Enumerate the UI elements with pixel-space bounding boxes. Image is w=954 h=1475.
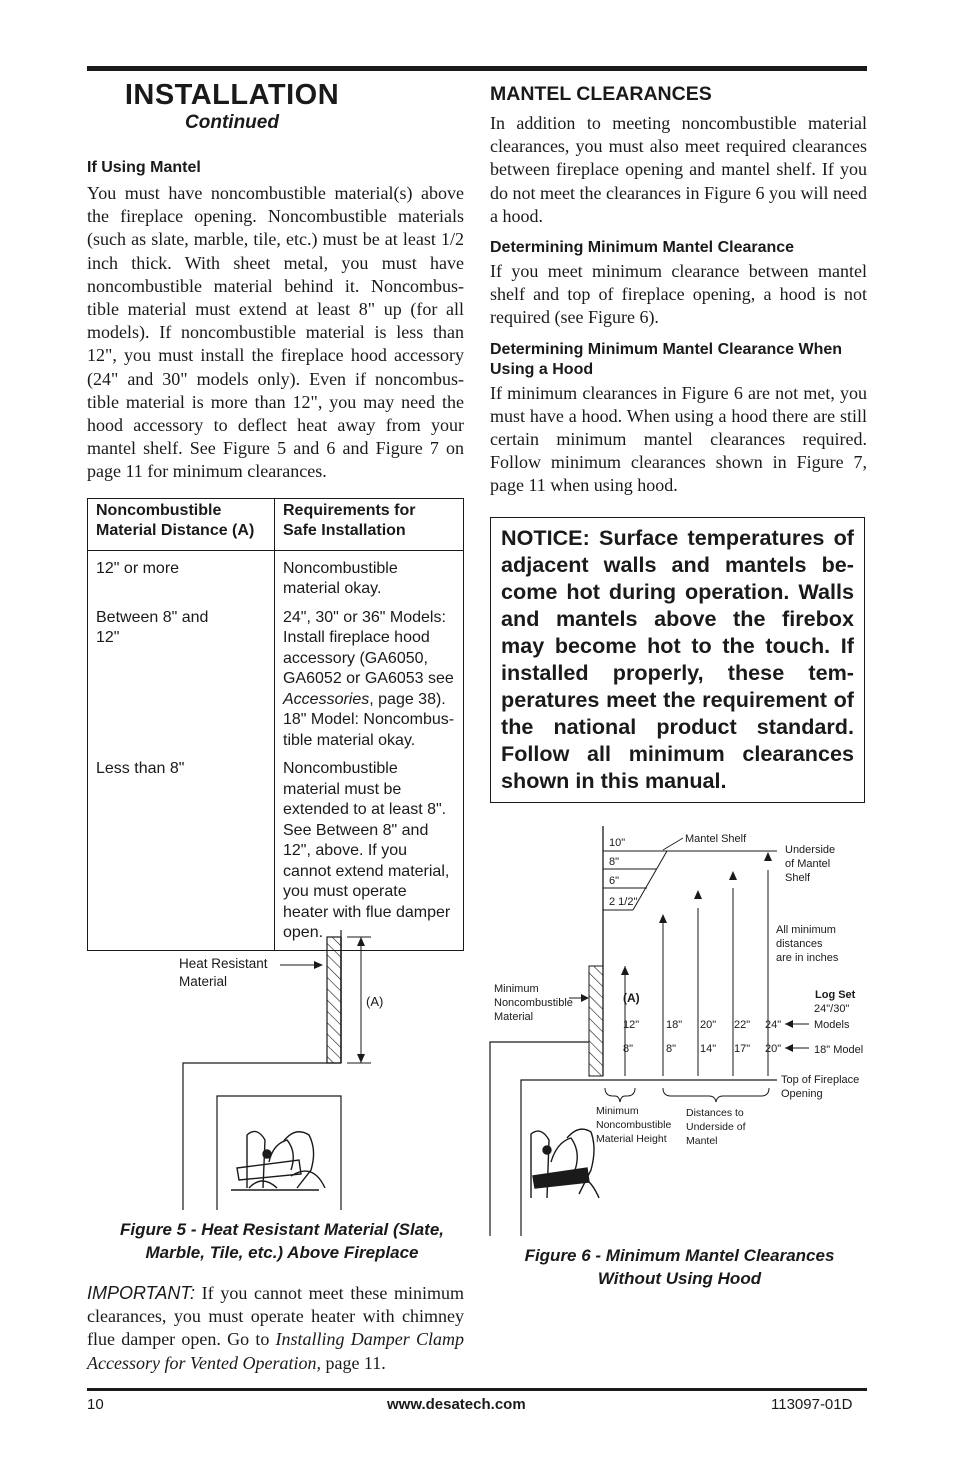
log-set-icon bbox=[531, 1129, 599, 1198]
log-set-label: Log Set bbox=[815, 989, 856, 1001]
important-end: page 11. bbox=[320, 1352, 386, 1373]
table-cell-distance: Less than 8" bbox=[88, 751, 275, 950]
shelf-depth-6: 6" bbox=[609, 875, 620, 887]
row2-value: 20" bbox=[765, 1043, 782, 1055]
table-row bbox=[88, 600, 464, 752]
shelf-depth-10: 10" bbox=[609, 837, 626, 849]
fig6-a-label: (A) bbox=[623, 991, 640, 1005]
row2-value: 8" bbox=[666, 1043, 677, 1055]
row1-value: 18" bbox=[666, 1019, 683, 1031]
table-header-distance: Noncombustible Material Distance (A) bbox=[88, 498, 275, 550]
table-cell-distance: 12" or more bbox=[88, 550, 275, 600]
model-18-label: 18" Model bbox=[814, 1044, 864, 1056]
important-paragraph bbox=[87, 1282, 464, 1375]
min-height-label: Minimum Noncombustible Material Height bbox=[596, 1105, 672, 1145]
table-cell-requirement: Noncombustible material okay. bbox=[283, 559, 398, 598]
document-code: 113097-01D bbox=[771, 1396, 853, 1413]
table-header-row bbox=[88, 498, 464, 550]
left-column bbox=[87, 78, 464, 951]
bottom-rule bbox=[87, 1388, 867, 1391]
sub2-body: If minimum clearances in Figure 6 are not met, you must have a hood. When using a hood there are still certain minimum mantel clearances required. Follow minimum clearances shown in Figure 7, page 11 when using hood. bbox=[490, 382, 867, 496]
if-using-mantel-body: You must have noncombustible material(s) above the fireplace opening. Noncombustible materials (such as slate, marble, tile, etc.) must be at least 1/2 inch thick. With sheet metal, you must have noncombustible material behind it. Noncombus-tible material must extend at least 8" up (for all models). If noncombustible material is less than 12", you must install the fireplace hood accessory (24" and 30" models only). Even if noncombus-tible material is more than 12", you may need the hood accessory to deflect heat away from your mantel shelf. See Figure 5 and 6 and Figure 7 on page 11 for minimum clearances. bbox=[87, 183, 464, 482]
important-label: IMPORTANT: bbox=[87, 1283, 195, 1303]
min-noncomb-label: Minimum Noncombustible Material bbox=[494, 983, 573, 1023]
sub1-body: If you meet minimum clearance between mantel shelf and top of fireplace opening, a hood is not required (see Figure 6). bbox=[490, 261, 867, 328]
req-text-b: , page 38). 18" Model: Noncombus-tible material okay. bbox=[283, 690, 455, 749]
requirements-table bbox=[87, 498, 464, 951]
underside-label: Underside of Mantel Shelf bbox=[785, 844, 836, 884]
table-row bbox=[88, 550, 464, 600]
dist-underside-label: Distances to Underside of Mantel bbox=[686, 1107, 746, 1147]
req-text-a: 24", 30" or 36" Models: Install fireplace hood accessory (GA6050, GA6052 or GA6053 see bbox=[283, 608, 454, 688]
all-min-label: All minimum distances are in inches bbox=[776, 924, 839, 964]
row2-value: 8" bbox=[623, 1043, 634, 1055]
row1-value: 12" bbox=[623, 1019, 640, 1031]
top-opening-label: Top of Fireplace Opening bbox=[781, 1074, 860, 1100]
row2-value: 17" bbox=[734, 1043, 751, 1055]
shelf-depth-2-5: 2 1/2" bbox=[609, 896, 638, 908]
figure-6-diagram bbox=[487, 826, 867, 1241]
table-cell-requirement bbox=[275, 600, 464, 752]
sub1-heading: Determining Minimum Mantel Clearance bbox=[490, 239, 795, 257]
sub2-heading: Determining Minimum Mantel Clearance When Using a Hood bbox=[490, 340, 843, 378]
models-2430-label: 24"/30" Models bbox=[814, 1003, 850, 1031]
top-rule bbox=[87, 66, 867, 71]
fig5-label-a: (A) bbox=[366, 994, 384, 1009]
table-header-requirements: Requirements for Safe Installation bbox=[275, 498, 464, 550]
right-column bbox=[490, 82, 867, 498]
page-title: INSTALLATION bbox=[124, 79, 340, 111]
if-using-mantel-heading: If Using Mantel bbox=[87, 159, 201, 176]
figure-6-caption: Figure 6 - Minimum Mantel Clearances Without Using Hood bbox=[524, 1246, 835, 1288]
mantel-intro: In addition to meeting noncombustible material clearances, you must also meet required clearances between fireplace opening and mantel shelf. If you do not meet the clearances in Figure 6 you will need a hood. bbox=[490, 113, 867, 226]
row1-value: 20" bbox=[700, 1019, 717, 1031]
mantel-shelf-label: Mantel Shelf bbox=[685, 833, 747, 845]
row1-value: 22" bbox=[734, 1019, 751, 1031]
page-number: 10 bbox=[87, 1396, 104, 1413]
log-set-icon bbox=[231, 1131, 325, 1190]
table-row bbox=[88, 751, 464, 950]
mantel-clearances-heading: MANTEL CLEARANCES bbox=[490, 83, 712, 105]
notice-box: NOTICE: Surface temperatures of adjacent walls and mantels be-come hot during operation. Walls and mantels above the firebox may become hot to the touch. If installed properly, these tem-peratures meet the requirement of the national product standard. Follow all minimum clearances shown in this manual. bbox=[490, 517, 865, 803]
row2-value: 14" bbox=[700, 1043, 717, 1055]
important-link-text: Installing Damper Clamp Accessory for Vented Operation, bbox=[87, 1329, 464, 1373]
figure-5-diagram bbox=[87, 930, 467, 1210]
table-cell-distance: Between 8" and 12" bbox=[88, 600, 275, 752]
table-cell-requirement: Noncombustible material must be extended to at least 8". See Between 8" and 12", above. If you cannot extend material, you must operate heater with flue damper open. bbox=[283, 760, 451, 942]
figure-5-caption: Figure 5 - Heat Resistant Material (Slate, Marble, Tile, etc.) Above Fireplace bbox=[119, 1220, 445, 1262]
page-subtitle: Continued bbox=[185, 112, 279, 133]
req-text-emphasis: Accessories bbox=[283, 690, 370, 708]
row1-value: 24" bbox=[765, 1019, 782, 1031]
website-url: www.desatech.com bbox=[387, 1396, 526, 1413]
important-text: If you cannot meet these minimum clearances, you must operate heater with chimney flue damper open. Go to bbox=[87, 1283, 464, 1350]
shelf-depth-8: 8" bbox=[609, 856, 620, 868]
fig5-label-material: Heat Resistant Material bbox=[179, 956, 268, 989]
